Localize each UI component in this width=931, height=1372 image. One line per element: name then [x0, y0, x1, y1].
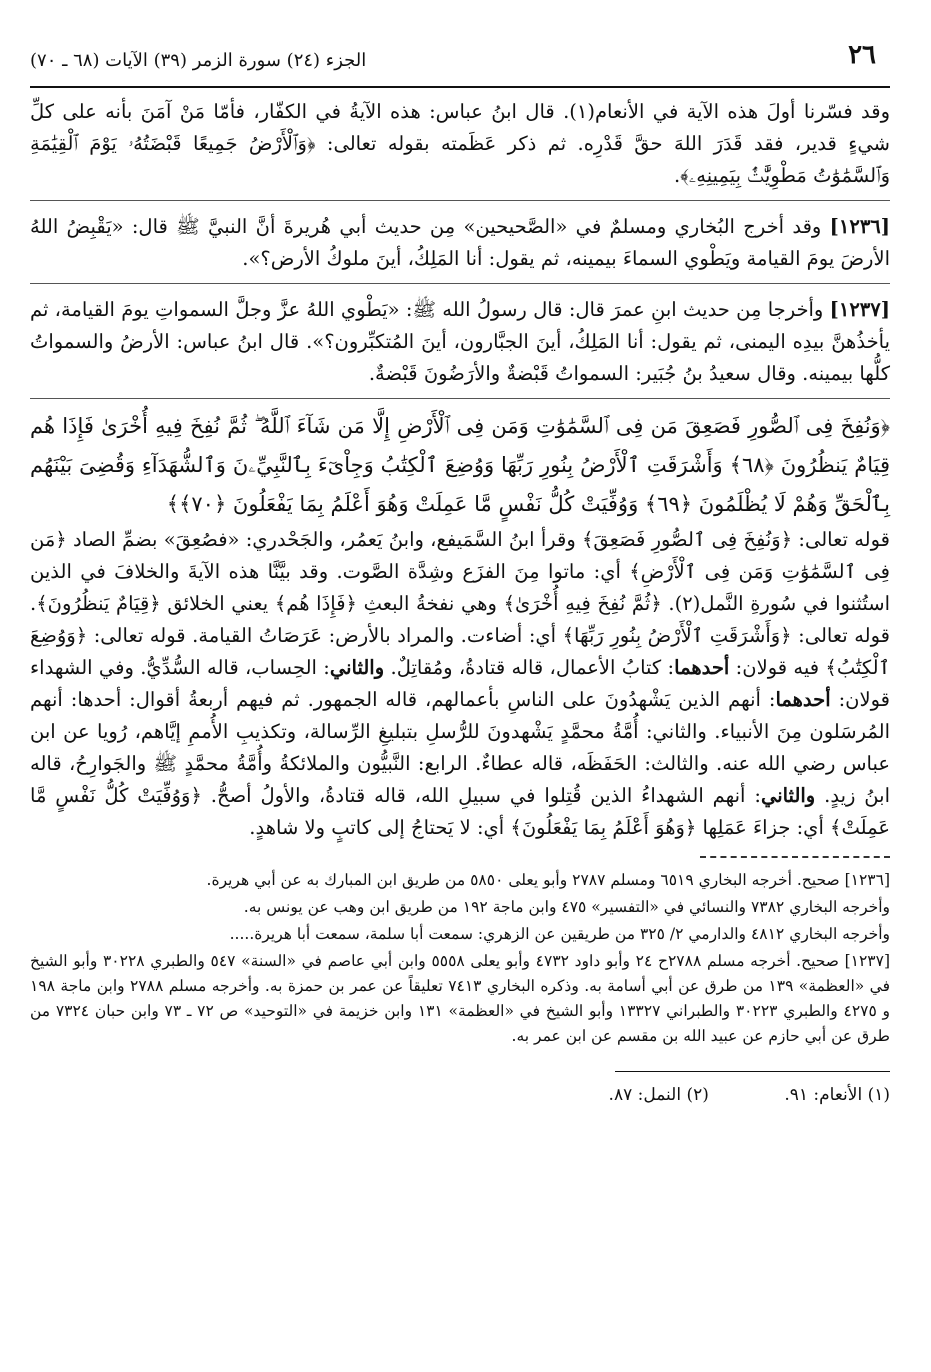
hadith-1236	[30, 209, 890, 275]
commentary-text: : أنهم الشهداءُ الذين قُتِلوا في سبيلِ الله، قاله قتادةُ، والأولُ أصحُّ. ﴿وَوُفِّيَتْ كُلُّ نَفْسٍ مَّا عَمِلَتْ﴾ أي: جزاءَ عَمَلِها ﴿وَهُوَ أَعْلَمُ بِمَا يَفْعَلُونَ﴾ أي: لا يَحتاجُ إلى كاتبٍ ولا شاهدٍ.	[30, 784, 890, 839]
footnote-2: (٢) النمل: ٨٧.	[608, 1085, 709, 1105]
commentary-bold: والثاني	[760, 784, 816, 807]
main-text	[30, 96, 890, 844]
takhrij-section	[30, 868, 890, 1049]
hadith-text: وأخرجا مِن حديث ابنِ عمرَ قال: قال رسولُ الله ﷺ: «يَطْوي اللهُ عزَّ وجلَّ السمواتِ يومَ القيامة، ثم يأخذُهنَّ بيدِه اليمنى، ثم يقول: أنا المَلِكُ، أينَ الجبَّارون، أينَ المُتكبِّرون؟». قال ابنُ عباس: الأرضُ والسمواتُ كلُّها بيمينه. وقال سعيدُ بنُ جُبَير: السمواتُ قَبْضةٌ والأرَضُونَ قَبْضةٌ.	[30, 298, 890, 385]
book-page	[30, 40, 890, 1108]
takhrij-line: وأخرجه البخاري ٤٨١٢ والدارمي ٢/ ٣٢٥ من طريقين عن الزهري: سمعت أبا سلمة، سمعت أبا هريرة.....	[229, 925, 890, 943]
commentary-bold: أحدهما	[775, 688, 831, 711]
commentary-text: : كتابُ الأعمال، قاله قتادةُ، ومُقاتِلٌ.	[384, 656, 675, 679]
hadith-text: وقد أخرج البُخاري ومسلمٌ في «الصَّحيحين» مِن حديث أبي هُريرةَ أنَّ النبيَّ ﷺ قال: «يَقْبِضُ اللهُ الأرضَ يومَ القيامة ويَطْوي السماءَ بيمينه، ثم يقول: أنا المَلِكُ، أينَ ملوكُ الأرض؟».	[30, 215, 890, 270]
divider	[30, 398, 890, 399]
takhrij-separator	[700, 856, 890, 858]
commentary-bold: والثاني	[329, 656, 385, 679]
footnote-1: (١) الأنعام: ٩١.	[784, 1085, 890, 1105]
running-head: الجزء (٢٤) سورة الزمر (٣٩) الآيات (٦٨ ـ ٧٠)	[30, 50, 367, 71]
intro-paragraph: وقد فسّرنا أولَ هذه الآية في الأنعام(١). قال ابنُ عباس: هذه الآيةُ في الكفّار، فأمّا مَنْ آمَنَ بأنه على كلِّ شيءٍ قدير، فقد قَدَرَ اللهَ حقَّ قَدْرِه. ثم ذكر عَظَمته بقوله تعالى: ﴿وَٱلْأَرْضُ جَمِيعًا قَبْضَتُهُۥ يَوْمَ ٱلْقِيَٰمَةِ وَٱلسَّمَٰوَٰتُ مَطْوِيَّٰتٌۢ بِيَمِينِهِۦ﴾.	[30, 100, 890, 187]
commentary-text: : الحِساب، قاله السُّدِّيُّ. وفي الشهداء قولان:	[30, 656, 890, 711]
takhrij-line: وأخرجه البخاري ٧٣٨٢ والنسائي في «التفسير» ٤٧٥ وابن ماجة ١٩٢ من طريق ابن وهب عن يونس به.	[243, 898, 890, 916]
page-number: ٢٦	[848, 40, 876, 70]
takhrij-line: [١٢٣٦] صحيح. أخرجه البخاري ٦٥١٩ ومسلم ٢٧٨٧ وأبو يعلى ٥٨٥٠ من طريق ابن المبارك به عن أبي هريرة.	[206, 871, 890, 889]
divider	[30, 200, 890, 201]
divider	[30, 283, 890, 284]
hadith-number: [١٢٣٦]	[829, 215, 891, 238]
commentary-text: قوله تعالى: ﴿وَنُفِخَ فِى ٱلصُّورِ فَصَعِقَ﴾ وقرأ ابنُ السَّمَيفع، وابنُ يَعمُر، والجَحْدري: «فصُعِقَ» بضمِّ الصاد ﴿مَن فِى ٱلسَّمَٰوَٰتِ وَمَن فِى ٱلْأَرْضِ﴾ أي: ماتوا مِنَ الفزَع وشِدَّة الصَّوت. وقد بيَّنَّا هذه الآيةَ والخلافَ في الذين استُثنوا في سُورةِ النَّمل(٢). ﴿ثُمَّ نُفِخَ فِيهِ أُخْرَىٰ﴾ وهي نفخةُ البعثِ ﴿فَإِذَا هُم﴾ يعني الخلائق ﴿قِيَامٌ يَنظُرُونَ﴾. قوله تعالى: ﴿وَأَشْرَقَتِ ٱلْأَرْضُ بِنُورِ رَبِّهَا﴾ أي: أضاءت. والمراد بالأرض: عَرَصَاتُ القيامة. قوله تعالى: ﴿وَوُضِعَ ٱلْكِتَٰبُ﴾ فيه قولان:	[30, 528, 891, 679]
hadith-number: [١٢٣٧]	[829, 298, 890, 321]
takhrij-line: [١٢٣٧] صحيح. أخرجه مسلم ٢٧٨٨ح ٢٤ وأبو داود ٤٧٣٢ وأبو يعلى ٥٥٥٨ وابن أبي عاصم في «السنة» ٥٤٧ والطبري ٣٠٢٢٨ وأبو الشيخ في «العظمة» ١٣٩ من طرق عن أبي أسامة به. وذكره البخاري ٧٤١٣ تعليقاً عن عمر بن حمزة به. وأخرجه مسلم ٢٧٨٨ وابن ماجة ١٩٨ و ٤٢٧٥ والطبري ٣٠٢٢٣ والطبراني ١٣٣٢٧ وأبو الشيخ في «العظمة» ١٣١ وابن خزيمة في «التوحيد» ص ٧٢ ـ ٧٣ وابن حبان ٧٣٢٤ من طرق عن أبي حازم عن عبيد الله بن مقسم عن ابن عمر به.	[30, 952, 891, 1045]
page-header	[30, 40, 890, 88]
commentary-paragraph	[30, 524, 890, 844]
commentary-bold: أحدهما	[674, 656, 730, 679]
footnote-rule	[615, 1071, 890, 1072]
quran-verses: ﴿وَنُفِخَ فِى ٱلصُّورِ فَصَعِقَ مَن فِى ٱلسَّمَٰوَٰتِ وَمَن فِى ٱلْأَرْضِ إِلَّا مَن شَآءَ ٱللَّهُ ۖ ثُمَّ نُفِخَ فِيهِ أُخْرَىٰ فَإِذَا هُم قِيَامٌ يَنظُرُونَ ﴿٦٨﴾ وَأَشْرَقَتِ ٱلْأَرْضُ بِنُورِ رَبِّهَا وَوُضِعَ ٱلْكِتَٰبُ وَجِاْىٓءَ بِٱلنَّبِيِّۦنَ وَٱلشُّهَدَآءِ وَقُضِىَ بَيْنَهُم بِٱلْحَقِّ وَهُمْ لَا يُظْلَمُونَ ﴿٦٩﴾ وَوُفِّيَتْ كُلُّ نَفْسٍ مَّا عَمِلَتْ وَهُوَ أَعْلَمُ بِمَا يَفْعَلُونَ ﴿٧٠﴾﴾	[30, 414, 890, 516]
footnotes	[30, 1082, 890, 1108]
hadith-1237	[30, 292, 890, 390]
commentary-text: : أنهم الذين يَشْهدُونَ على الناسِ بأعمالهم، قاله الجمهور. ثم فيهم أربعةُ أقوال: أحدها: أنهم المُرسَلون مِنَ الأنبياء. والثاني: أُمَّةُ محمَّدٍ يَشْهدونَ للرُّسلِ بتبليغِ الرِّسالة، وتكذيبِ الأُممِ إيَّاهم، رُويا عن ابن عباس رضي الله عنه. والثالث: الحَفَظَه، قاله عطاءٌ. الرابع: النَّبيُّون والملائكةُ وأُمَّةُ محمَّدٍ ﷺ والجَوارِحُ، قاله ابنُ زيدٍ.	[30, 688, 890, 807]
